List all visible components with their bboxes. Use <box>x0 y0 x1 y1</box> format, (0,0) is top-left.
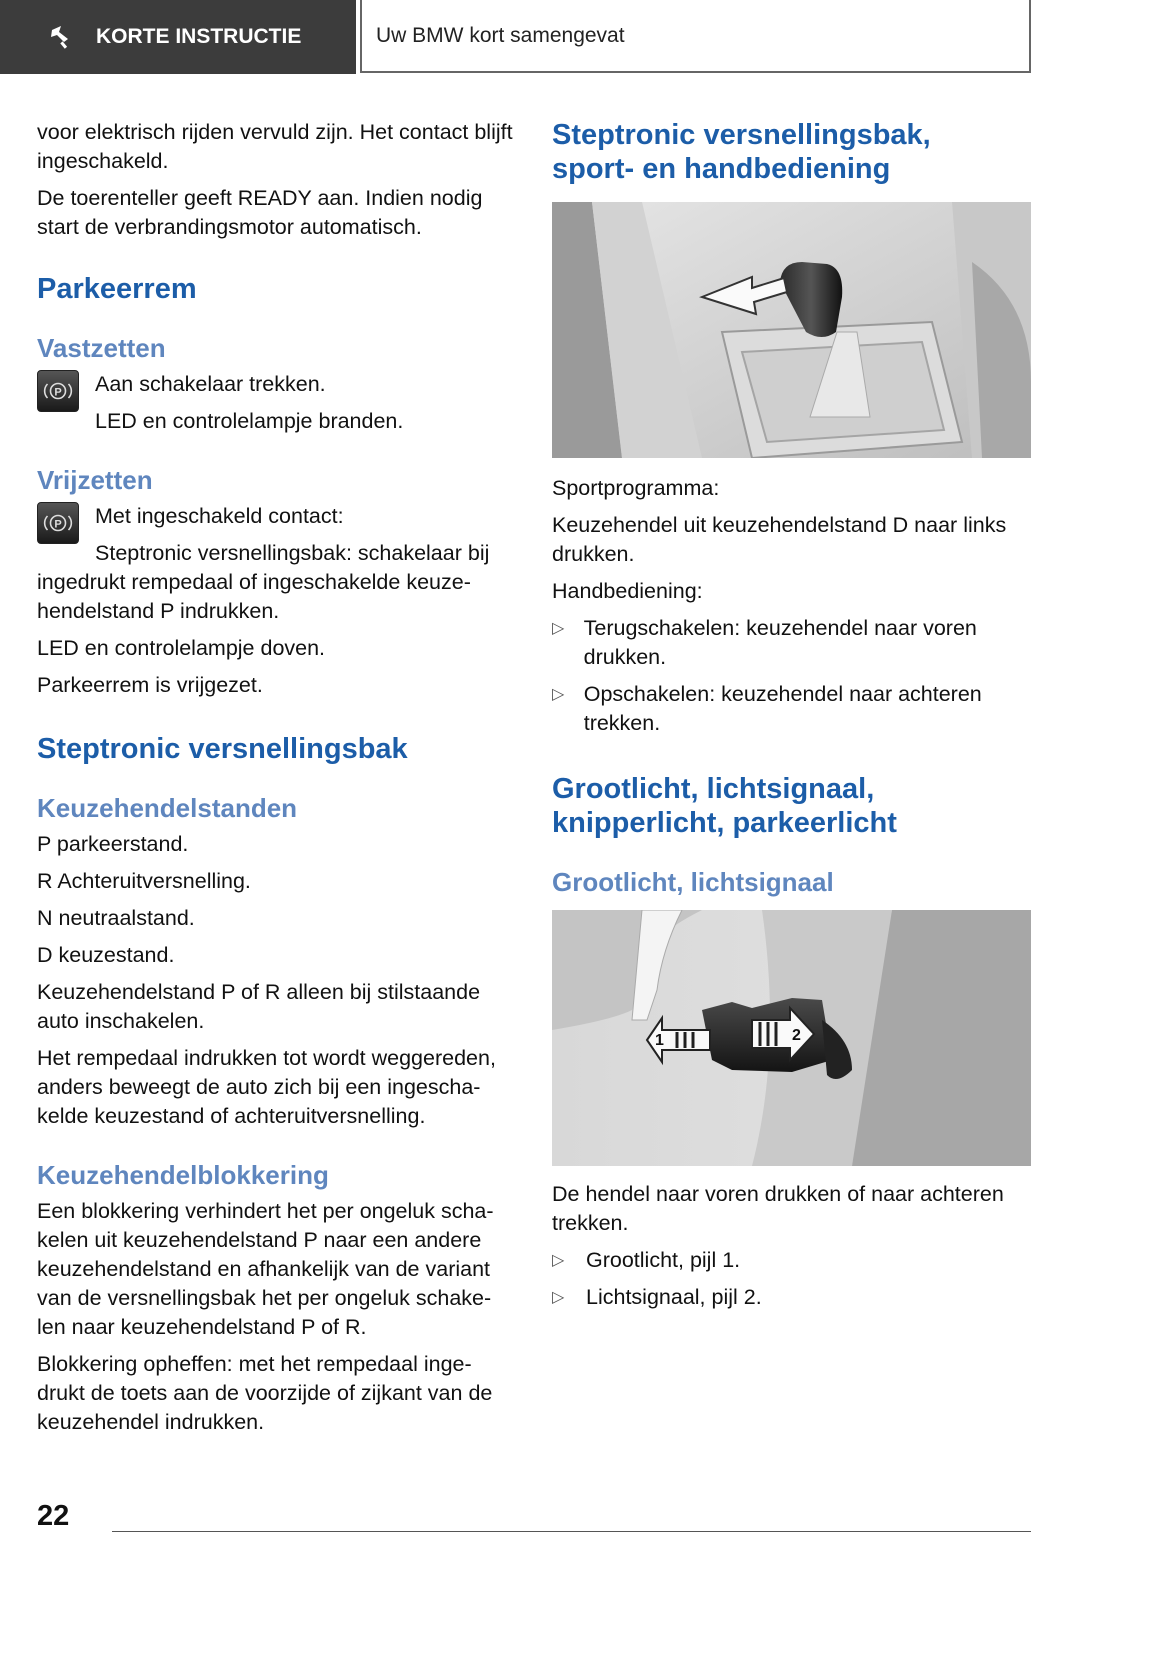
left-column <box>37 118 517 1437</box>
blokkering-paragraph-2: Blokkering opheffen: met het rempedaal inge-drukt de toets aan de voorzijde of zijkant van de keuzehendel indrukken. <box>37 1352 493 1434</box>
handbediening-label: Handbediening: <box>552 579 703 603</box>
vrijzetten-heading: Vrijzetten <box>37 465 153 495</box>
vastzetten-line-2: LED en controlelampje branden. <box>95 409 404 433</box>
stand-p: P parkeerstand. <box>37 832 189 856</box>
vrijzetten-line-3: LED en controlelampje doven. <box>37 636 326 660</box>
svg-text:P: P <box>54 386 62 399</box>
gear-lever-illustration <box>552 202 1031 458</box>
footer-rule <box>112 1531 1031 1532</box>
bullet-text: Lichtsignaal, pijl 2. <box>586 1285 762 1309</box>
stand-n: N neutraalstand. <box>37 906 195 930</box>
standen-note-1: Keuzehendelstand P of R alleen bij stilstaande auto inschakelen. <box>37 980 481 1033</box>
parking-brake-icon <box>37 370 79 412</box>
grootlicht-subheading: Grootlicht, lichtsignaal <box>552 867 834 897</box>
keuzehendelblokkering-heading: Keuzehendelblokkering <box>37 1160 329 1190</box>
triangle-bullet-icon: ▷ <box>552 620 565 637</box>
page-number: 22 <box>37 1500 70 1532</box>
blokkering-paragraph-1: Een blokkering verhindert het per ongeluk scha-kelen uit keuzehendelstand P naar een andere keuzehendelstand en afhankelijk van de variant van de versnellingsbak het per ongeluk schake-len naar keuzehendelstand P of R. <box>37 1199 494 1339</box>
vrijzetten-block <box>37 502 517 568</box>
stand-r: R Achteruitversnelling. <box>37 869 251 893</box>
vrijzetten-line-1: Met ingeschakeld contact: <box>95 504 344 528</box>
stand-d: D keuzestand. <box>37 943 175 967</box>
list-item <box>552 680 1032 738</box>
vastzetten-heading: Vastzetten <box>37 333 166 363</box>
car-pin-icon <box>46 22 76 52</box>
arrow-2-label: 2 <box>792 1027 801 1044</box>
header-subtitle-box <box>360 0 1031 73</box>
triangle-bullet-icon: ▷ <box>552 1252 565 1269</box>
licht-heading-line-2: knipperlicht, parkeerlicht <box>552 807 897 839</box>
triangle-bullet-icon: ▷ <box>552 686 565 703</box>
bullet-text: Opschakelen: keuzehendel naar achteren trekken. <box>583 682 982 735</box>
vastzetten-block <box>37 370 517 436</box>
sportprogramma-desc: Keuzehendel uit keuzehendelstand D naar links drukken. <box>552 513 1007 566</box>
bullet-text: Grootlicht, pijl 1. <box>586 1248 741 1272</box>
vastzetten-line-1: Aan schakelaar trekken. <box>95 372 326 396</box>
list-item <box>552 1283 1032 1312</box>
steptronic-heading: Steptronic versnellingsbak <box>37 733 408 765</box>
vrijzetten-line-4: Parkeerrem is vrijgezet. <box>37 673 263 697</box>
section-tab <box>0 0 356 74</box>
intro-paragraph-1: voor elektrisch rijden vervuld zijn. Het contact blijft ingeschakeld. <box>37 120 513 173</box>
sport-heading-line-2: sport- en handbediening <box>552 153 891 185</box>
right-column <box>552 118 1032 1312</box>
svg-text:P: P <box>54 518 62 531</box>
sport-heading-line-1: Steptronic versnellingsbak, <box>552 119 931 151</box>
keuzehendelstanden-heading: Keuzehendelstanden <box>37 793 298 823</box>
parking-brake-icon <box>37 502 79 544</box>
licht-desc: De hendel naar voren drukken of naar achteren trekken. <box>552 1182 1004 1235</box>
standen-note-2: Het rempedaal indrukken tot wordt weggereden, anders beweegt de auto zich bij een ingescha-kelde keuzestand of achteruitversnelling. <box>37 1046 496 1128</box>
triangle-bullet-icon: ▷ <box>552 1289 565 1306</box>
vrijzetten-line-2a: Steptronic versnellingsbak: schakelaar bij <box>95 541 490 565</box>
vrijzetten-line-2b: ingedrukt rempedaal of ingeschakelde keuze- <box>37 570 471 594</box>
header-subtitle: Uw BMW kort samengevat <box>376 23 625 47</box>
licht-heading-line-1: Grootlicht, lichtsignaal, <box>552 773 875 805</box>
section-label: KORTE INSTRUCTIE <box>96 25 302 48</box>
intro-paragraph-2: De toerenteller geeft READY aan. Indien nodig start de verbrandingsmotor automatisch. <box>37 186 483 239</box>
light-stalk-illustration <box>552 910 1031 1166</box>
bullet-text: Terugschakelen: keuzehendel naar voren drukken. <box>583 616 977 669</box>
sportprogramma-label: Sportprogramma: <box>552 476 720 500</box>
list-item <box>552 1246 1032 1275</box>
arrow-1-label: 1 <box>655 1032 664 1049</box>
vrijzetten-line-2c: hendelstand P indrukken. <box>37 599 280 623</box>
list-item <box>552 614 1032 672</box>
parkeerrem-heading: Parkeerrem <box>37 273 197 305</box>
